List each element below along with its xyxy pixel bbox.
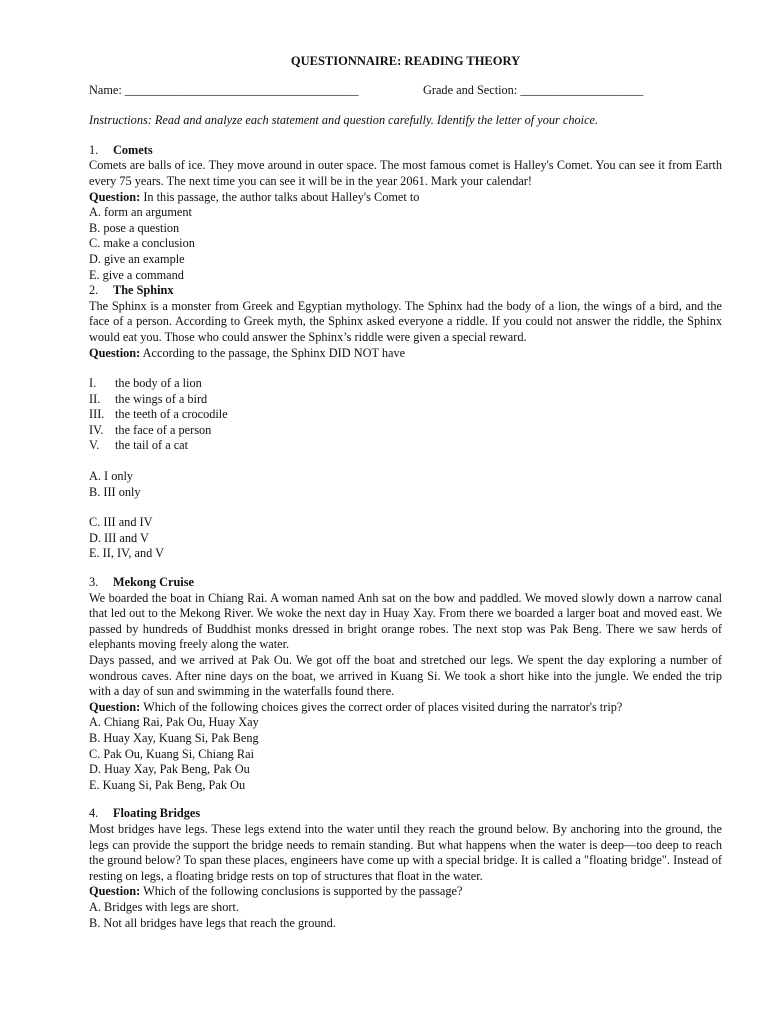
roman-text: the body of a lion bbox=[115, 376, 202, 391]
option: D. III and V bbox=[89, 530, 149, 545]
section-number: 4. bbox=[89, 806, 99, 821]
question-stem bbox=[89, 346, 722, 362]
option: C. Pak Ou, Kuang Si, Chiang Rai bbox=[89, 746, 254, 761]
section-title: Floating Bridges bbox=[113, 806, 201, 821]
option: B. III only bbox=[89, 484, 141, 499]
instructions: Instructions: Read and analyze each statement and question carefully. Identify the letter of your choice. bbox=[89, 113, 599, 128]
grade-section-line: Grade and Section: ____________________ bbox=[423, 82, 644, 97]
section-title: The Sphinx bbox=[113, 283, 174, 298]
question-4 bbox=[89, 806, 722, 931]
section-heading bbox=[89, 143, 722, 159]
roman-item bbox=[89, 438, 722, 454]
section-number: 3. bbox=[89, 575, 99, 590]
spacer bbox=[89, 500, 722, 515]
option: A. form an argument bbox=[89, 205, 192, 220]
spacer bbox=[89, 793, 722, 806]
question-text: Which of the following conclusions is supported by the passage? bbox=[143, 884, 463, 899]
question-3 bbox=[89, 575, 722, 793]
question-label: Question: bbox=[89, 699, 141, 714]
question-stem bbox=[89, 190, 722, 206]
question-text: In this passage, the author talks about Halley's Comet to bbox=[143, 189, 420, 204]
option: A. I only bbox=[89, 469, 134, 484]
roman-numeral: IV. bbox=[89, 422, 104, 437]
option: E. give a command bbox=[89, 267, 184, 282]
section-number: 2. bbox=[89, 283, 99, 298]
passage: The Sphinx is a monster from Greek and Egyptian mythology. The Sphinx had the body of a lion, the wings of a bird, and the face of a person. According to Greek myth, the Sphinx asked everyone a riddle. If you could not answer the riddle, the Sphinx would eat you. Those who could answer the Sphinx’s riddle were given a special reward. bbox=[89, 298, 722, 344]
question-label: Question: bbox=[89, 345, 141, 360]
option: C. III and IV bbox=[89, 515, 153, 530]
roman-numeral: II. bbox=[89, 391, 101, 406]
roman-text: the tail of a cat bbox=[115, 438, 189, 453]
roman-text: the face of a person bbox=[115, 422, 212, 437]
option: B. pose a question bbox=[89, 220, 180, 235]
passage: Most bridges have legs. These legs extend into the water until they reach the ground below. By anchoring into the ground, the legs can provide the support the bridge needs to remain standing. But what happens when the water is deep—too deep to reach the ground below? To span these places, engineers have come up with a special bridge. It is called a "floating bridge". Instead of resting on legs, a floating bridge rests on top of structures that float in the water. bbox=[89, 821, 722, 883]
page-title: QUESTIONNAIRE: READING THEORY bbox=[290, 54, 521, 68]
roman-text: the wings of a bird bbox=[115, 391, 208, 406]
section-heading bbox=[89, 283, 722, 299]
section-number: 1. bbox=[89, 142, 99, 157]
spacer bbox=[89, 454, 722, 469]
option: B. Not all bridges have legs that reach the ground. bbox=[89, 915, 336, 930]
option: A. Bridges with legs are short. bbox=[89, 899, 239, 914]
option: B. Huay Xay, Kuang Si, Pak Beng bbox=[89, 730, 259, 745]
roman-numeral: III. bbox=[89, 407, 105, 422]
roman-item bbox=[89, 407, 722, 423]
question-label: Question: bbox=[89, 884, 141, 899]
roman-numeral: V. bbox=[89, 438, 100, 453]
spacer bbox=[89, 562, 722, 575]
option: A. Chiang Rai, Pak Ou, Huay Xay bbox=[89, 715, 259, 730]
question-stem bbox=[89, 884, 722, 900]
roman-item bbox=[89, 376, 722, 392]
section-heading bbox=[89, 806, 722, 822]
option: D. Huay Xay, Pak Beng, Pak Ou bbox=[89, 762, 250, 777]
section-heading bbox=[89, 575, 722, 591]
section-title: Comets bbox=[113, 142, 153, 157]
name-line: Name: ______________________________________ bbox=[89, 82, 359, 97]
question-2 bbox=[89, 283, 722, 562]
question-text: According to the passage, the Sphinx DID NOT have bbox=[142, 345, 406, 360]
option: E. Kuang Si, Pak Beng, Pak Ou bbox=[89, 777, 246, 792]
roman-item bbox=[89, 423, 722, 439]
name-grade-row bbox=[89, 83, 722, 99]
roman-text: the teeth of a crocodile bbox=[115, 407, 228, 422]
passage: We boarded the boat in Chiang Rai. A woman named Anh sat on the bow and paddled. We moved slowly down a narrow canal that led out to the Mekong River. We woke the next day in Huay Xay. From there we boarded a larger boat and moved east. We passed by hundreds of Buddhist monks dressed in bright orange robes. The next stop was Pak Beng. There we saw herds of elephants moving freely along the water. bbox=[89, 590, 722, 652]
roman-item bbox=[89, 392, 722, 408]
roman-numeral: I. bbox=[89, 376, 97, 391]
option: C. make a conclusion bbox=[89, 236, 195, 251]
option: D. give an example bbox=[89, 251, 185, 266]
passage: Days passed, and we arrived at Pak Ou. We got off the boat and stretched our legs. We spent the day exploring a number of wondrous caves. After nine days on the boat, we arrived in Kuang Si. We took a short hike into the jungle. We ended the trip with a day of sun and swimming in the waterfalls found there. bbox=[89, 653, 722, 699]
section-title: Mekong Cruise bbox=[113, 575, 194, 590]
question-stem bbox=[89, 700, 722, 716]
question-label: Question: bbox=[89, 189, 141, 204]
question-text: Which of the following choices gives the correct order of places visited during the narrator's trip? bbox=[143, 699, 623, 714]
passage: Comets are balls of ice. They move around in outer space. The most famous comet is Halley's Comet. You can see it from Earth every 75 years. The next time you can see it will be in the year 2061. Mark your calendar! bbox=[89, 158, 722, 188]
option: E. II, IV, and V bbox=[89, 546, 165, 561]
roman-list bbox=[89, 376, 722, 454]
question-1 bbox=[89, 143, 722, 283]
